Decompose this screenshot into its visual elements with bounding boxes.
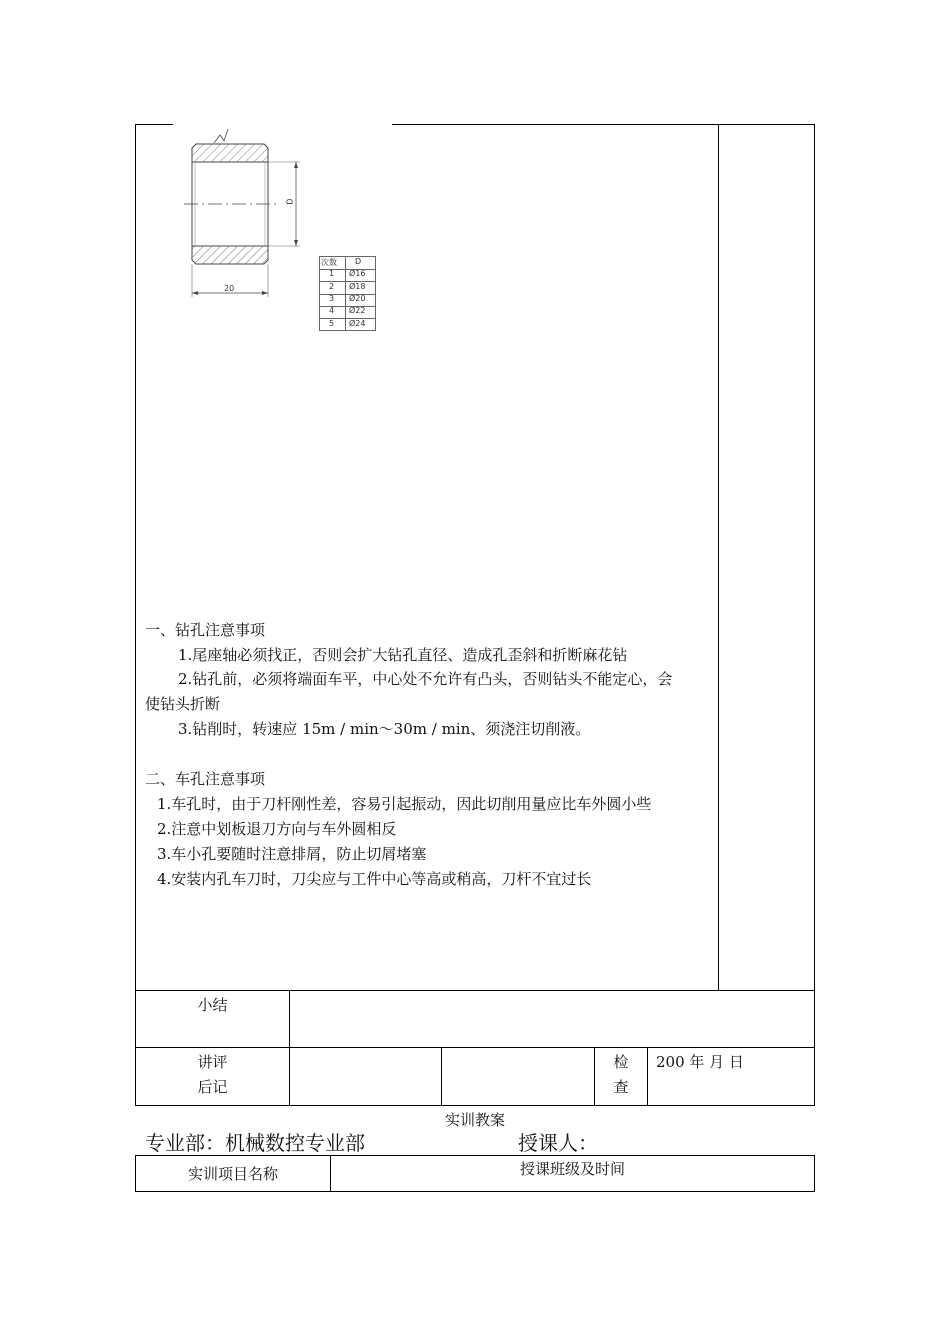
- section1-item-3: 3.钻削时，转速应 15m / min～30m / min、须浇注切削液。: [178, 720, 591, 738]
- teacher-heading: 授课人：: [518, 1131, 598, 1155]
- bushing-drawing: [180, 125, 320, 305]
- size-table-row-diameter: Ø16: [349, 269, 366, 278]
- next-table-bottom-border: [135, 1191, 815, 1192]
- size-table-row-diameter: Ø20: [349, 294, 366, 303]
- size-table-row-index: 3: [329, 294, 335, 303]
- section1-item-2-cont: 使钻头折断: [145, 695, 221, 713]
- size-table: [319, 256, 376, 331]
- size-table-row-index: 1: [329, 269, 335, 278]
- size-table-row: [320, 306, 376, 319]
- summary-label: 小结: [197, 996, 228, 1014]
- next-page-title: 实训教案: [444, 1111, 505, 1129]
- section1-title: 一、钻孔注意事项: [145, 621, 266, 639]
- length-dimension-label: 20: [224, 284, 235, 293]
- review-field-2[interactable]: [442, 1048, 594, 1105]
- next-table-right-border: [814, 1155, 815, 1192]
- review-field-1[interactable]: [290, 1048, 441, 1105]
- content-column-divider: [718, 124, 719, 990]
- size-table-header-count: 次数: [321, 258, 337, 267]
- diameter-dimension-label: D: [285, 198, 295, 205]
- size-table-row: [320, 319, 376, 331]
- size-table-row-diameter: Ø22: [349, 306, 366, 315]
- section2-item-3: 3.车小孔要随时注意排屑，防止切屑堵塞: [157, 845, 427, 863]
- check-label-line-2: 查: [613, 1078, 629, 1096]
- department-heading: 专业部：机械数控专业部: [145, 1131, 365, 1155]
- summary-field[interactable]: [290, 991, 814, 1047]
- review-divider-3: [647, 1047, 648, 1106]
- size-table-row-diameter: Ø24: [349, 319, 366, 328]
- class-time-label: 授课班级及时间: [519, 1160, 625, 1178]
- section2-item-4: 4.安装内孔车刀时，刀尖应与工件中心等高或稍高，刀杆不宜过长: [157, 870, 592, 888]
- size-table-row-index: 2: [329, 282, 335, 291]
- review-label-line-2: 后记: [197, 1078, 228, 1096]
- table-top-border-left: [135, 124, 173, 125]
- section2-item-1: 1.车孔时，由于刀杆刚性差，容易引起振动，因此切削用量应比车外圆小些: [157, 795, 652, 813]
- size-table-row: [320, 269, 376, 282]
- next-table-top-border: [135, 1155, 815, 1156]
- table-right-border: [814, 124, 815, 1106]
- size-table-row-index: 4: [329, 306, 335, 315]
- size-table-row-index: 5: [329, 319, 335, 328]
- table-left-border: [135, 124, 136, 1106]
- date-field[interactable]: 200 年 月 日: [656, 1053, 744, 1071]
- size-table-row-diameter: Ø18: [349, 282, 366, 291]
- table-bottom-border: [135, 1105, 815, 1106]
- review-label-line-1: 讲评: [197, 1053, 228, 1071]
- check-label-line-1: 检: [613, 1053, 629, 1071]
- section1-item-1: 1.尾座轴必须找正，否则会扩大钻孔直径、造成孔歪斜和折断麻花钻: [178, 646, 628, 664]
- section2-item-2: 2.注意中划板退刀方向与车外圆相反: [157, 820, 397, 838]
- size-table-header-d: D: [355, 257, 362, 266]
- table-top-border-right: [392, 124, 815, 125]
- section1-item-2: 2.钻孔前，必须将端面车平，中心处不允许有凸头，否则钻头不能定心，会: [178, 670, 673, 688]
- section2-title: 二、车孔注意事项: [145, 770, 266, 788]
- project-name-label: 实训项目名称: [187, 1165, 278, 1183]
